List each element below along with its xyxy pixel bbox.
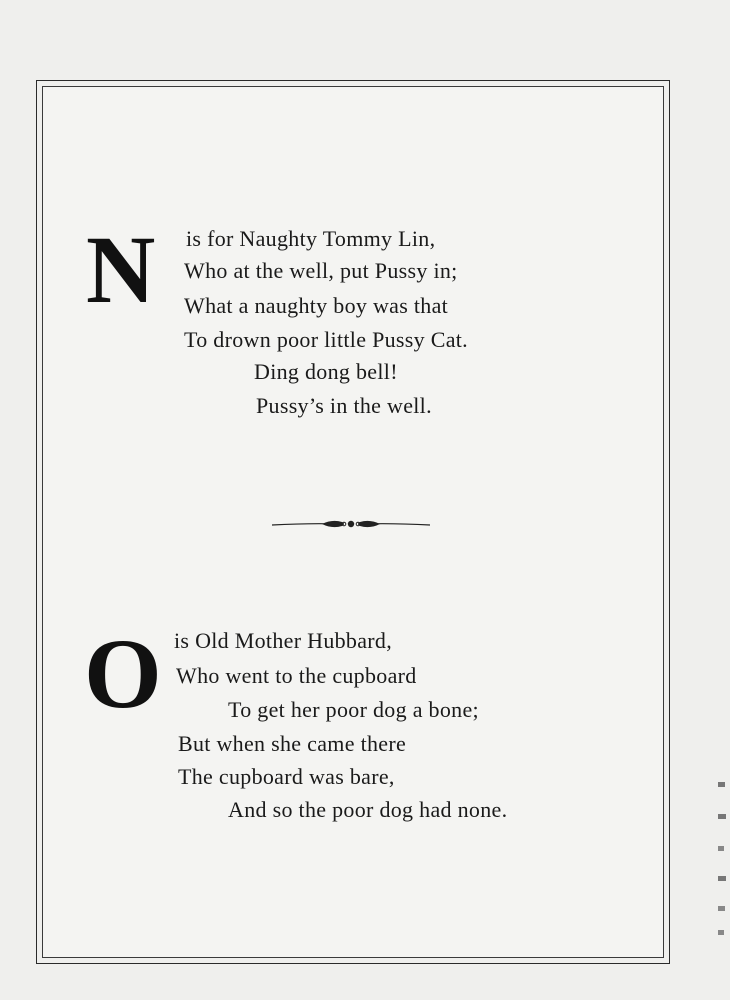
scan-edge-marks <box>716 780 728 940</box>
verse-line: But when she came there <box>178 731 407 756</box>
verse-line: The cupboard was bare, <box>178 764 395 789</box>
verse-line: Pussy’s in the well. <box>256 393 432 418</box>
verse-line: To drown poor little Pussy Cat. <box>184 327 468 352</box>
verse-line: What a naughty boy was that <box>184 293 449 318</box>
verse-line: Who at the well, put Pussy in; <box>184 258 458 283</box>
drop-cap-o: O <box>84 618 162 729</box>
verse-line: Ding dong bell! <box>254 359 398 384</box>
drop-cap-n: N <box>86 216 156 323</box>
verse-line: Who went to the cupboard <box>176 663 417 688</box>
verse-line: is Old Mother Hubbard, <box>174 628 393 653</box>
verse-line: is for Naughty Tommy Lin, <box>186 226 436 251</box>
verse-line: To get her poor dog a bone; <box>228 697 479 722</box>
flourish-divider-icon <box>270 516 432 532</box>
verse-line: And so the poor dog had none. <box>228 797 508 822</box>
